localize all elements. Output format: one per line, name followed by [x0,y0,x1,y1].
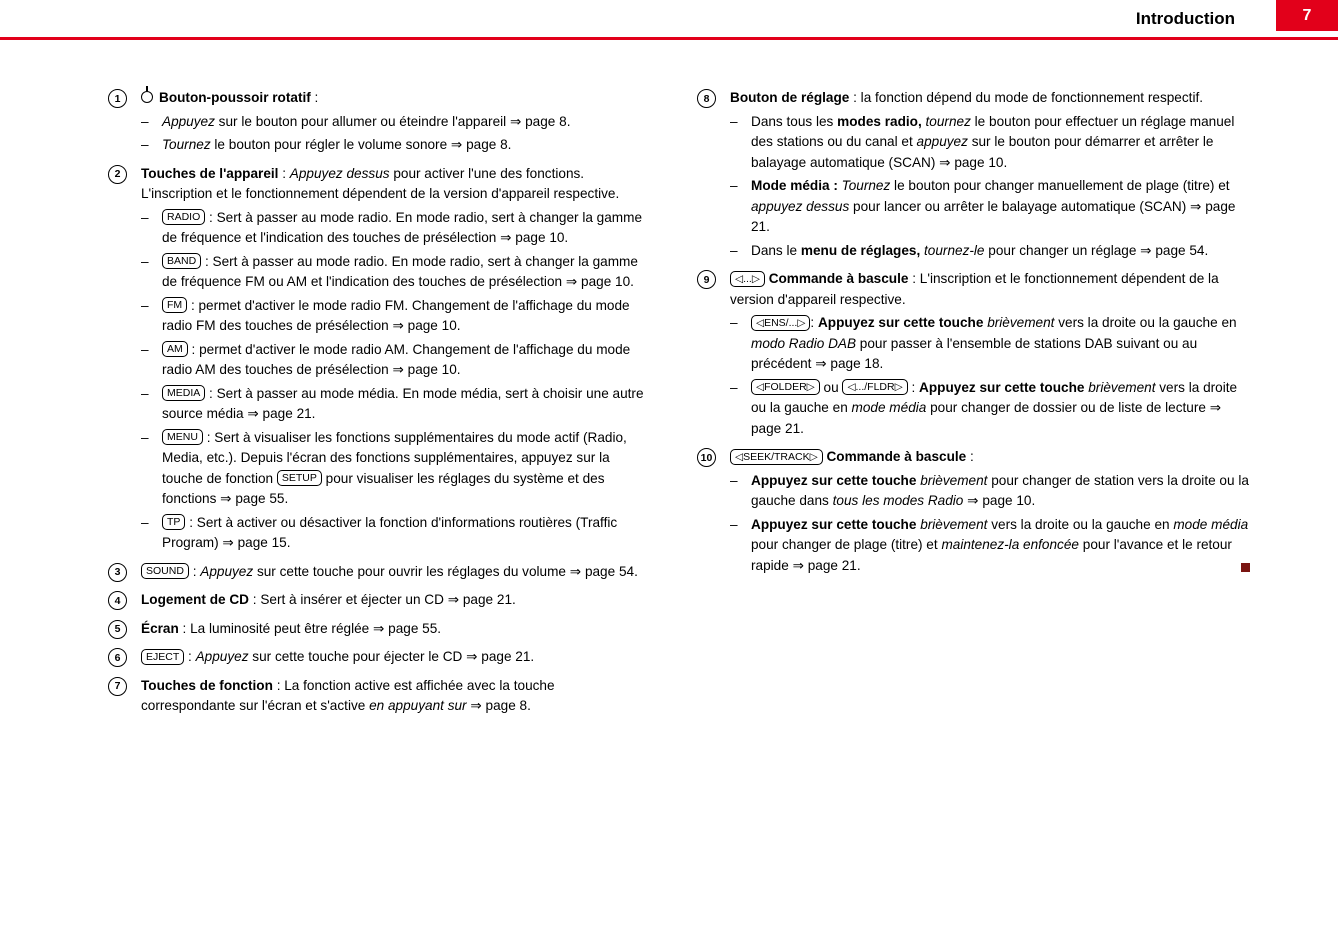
bullet-text [162,252,648,293]
bullet-dash: – [730,113,738,129]
keycap: AM [162,341,188,357]
keycap: FM [162,297,187,313]
text: le bouton pour effectuer un réglage manuel des stations ou du canal et [751,113,1235,149]
bullet-dash: – [730,516,738,532]
bold-text: Logement de CD [141,592,249,607]
keycap: RADIO [162,209,205,225]
item-number-badge: 6 [108,648,127,667]
text: : la fonction dépend du mode de fonctionnement respectif. [849,90,1204,105]
bullet-text [162,296,648,337]
text: pour passer à l'ensemble de stations DAB suivant ou au précédent ⇒ page 18. [751,335,1198,371]
italic-text: maintenez-la enfoncée [941,537,1079,552]
keycap: BAND [162,253,201,269]
bullet-text [162,428,648,510]
bullet-item [141,384,648,425]
bold-text: Appuyez sur cette touche [817,315,984,330]
text: sur cette touche pour éjecter le CD ⇒ page 21. [248,649,535,664]
item-number-badge: 8 [697,89,716,108]
italic-text: appuyez [916,134,968,149]
keycap: SETUP [277,470,322,486]
item-lead [730,88,1250,109]
bullet-dash: – [141,385,149,401]
italic-text: brièvement [920,472,988,488]
text: : Sert à passer au mode radio. En mode radio, sert à changer la gamme de fréquence FM ou AM et l'indication des touches de présélection ⇒ page 10. [162,253,638,289]
bullet-item [730,378,1250,440]
text: : [188,563,201,579]
italic-text: brièvement [987,315,1055,330]
bold-text: Bouton de réglage [730,90,850,105]
text: : [907,379,920,395]
manual-item-9 [697,269,1250,439]
keycap: ◁SEEK/TRACK▷ [730,449,823,465]
italic-text: brièvement [1088,379,1156,395]
bullet-text [162,135,648,156]
manual-item-3 [108,562,648,583]
bullet-item [141,208,648,249]
text: pour changer un réglage ⇒ page 54. [984,242,1209,258]
text: sur cette touche pour ouvrir les réglages du volume ⇒ page 54. [253,563,638,579]
rotary-knob-icon [141,91,153,103]
bullet-item [730,176,1250,238]
italic-text: en appuyant sur [369,698,467,713]
bullet-item [141,340,648,381]
item-lead [141,647,648,668]
bullet-text [751,515,1250,577]
item-body [141,619,648,640]
item-body [730,88,1250,261]
column-1 [108,88,648,725]
item-body [730,447,1250,576]
page-title: Introduction [1135,9,1235,28]
manual-item-2 [108,164,648,554]
text: ou [819,379,843,395]
item-lead [141,562,648,583]
keycap: MEDIA [162,385,205,401]
item-number-badge: 9 [697,270,716,289]
italic-text: tournez [925,113,971,129]
item-number-badge: 5 [108,620,127,639]
bullet-dash: – [730,178,738,193]
bold-text: Appuyez sur cette touche [751,472,917,488]
text: : Sert à passer au mode média. En mode média, sert à choisir une autre source média ⇒ page 21. [162,385,644,421]
keycap: ◁...▷ [730,271,765,287]
italic-text: appuyez dessus [751,198,850,214]
text: : L'inscription et le fonctionnement dépendent de la version d'appareil respective. [730,271,1219,307]
item-lead [141,619,648,640]
text: : [966,449,974,464]
text: pour lancer ou arrêter le balayage automatique (SCAN) ⇒ page 21. [751,198,1236,234]
bullet-text [162,513,648,554]
bullet-item [141,428,648,510]
italic-text: Tournez [162,137,211,152]
manual-item-10 [697,447,1250,576]
bullet-text [751,176,1250,238]
text: ⇒ page 10. [963,493,1036,508]
item-body [141,676,648,717]
italic-text: tous les modes Radio [832,493,964,508]
bullet-text [751,241,1250,262]
keycap: EJECT [141,649,184,665]
bold-text: Appuyez sur cette touche [751,516,917,532]
item-number-badge: 7 [108,677,127,696]
text: vers la droite ou la gauche en [987,516,1174,532]
bullet-text [751,471,1250,512]
item-body [141,590,648,611]
bullet-dash: – [730,242,738,258]
bold-text: Bouton-poussoir rotatif [159,90,311,105]
bold-text: Commande à bascule [768,271,909,286]
keycap: MENU [162,429,203,445]
bullet-dash: – [730,379,738,395]
bullet-item [141,296,648,337]
bold-text: Mode média : [751,178,838,193]
column-2 [697,88,1250,725]
bullet-dash: – [141,514,149,530]
text: : permet d'activer le mode radio AM. Changement de l'affichage du mode radio AM des touches de présélection ⇒ page 10. [162,341,631,377]
item-lead [730,447,1250,468]
bold-text: Écran [141,620,179,636]
section-end-marker [1241,563,1250,572]
bullet-text [162,112,648,133]
item-lead [141,88,648,109]
bullet-dash: – [141,113,149,129]
item-number-badge: 1 [108,89,127,108]
bullet-dash: – [141,429,149,445]
item-number-badge: 4 [108,591,127,610]
item-number-badge: 10 [697,448,716,467]
text: pour l'avance et le retour rapide ⇒ page 21. [751,537,1232,573]
bold-text: Commande à bascule [826,449,967,464]
text: : La fonction active est affichée avec la touche correspondante sur l'écran et s'active [141,677,555,713]
text: Dans le [751,242,801,258]
bullet-item [730,241,1250,262]
keycap: ◁ENS/...▷ [751,315,810,331]
text: pour activer l'une des fonctions. L'inscription et le fonctionnement dépendent de la version d'appareil respective. [141,165,620,201]
bold-text: Appuyez sur cette touche [919,379,1085,395]
bullet-dash: – [141,137,149,152]
text: le bouton pour changer manuellement de plage (titre) et [890,178,1230,193]
bullet-dash: – [730,472,738,488]
text: vers la droite ou la gauche en [751,379,1238,415]
page-content [108,88,1250,725]
text: pour changer de plage (titre) et [751,537,942,552]
text: : Sert à visualiser les fonctions supplémentaires du mode actif (Radio, Media, etc.). Depuis l'écran des fonctions supplémentaires, appuyez sur la touche de fonction [162,429,627,486]
bold-text: modes radio, [837,113,922,129]
italic-text: Appuyez [200,563,254,579]
bullet-text [751,313,1250,375]
manual-item-1 [108,88,648,156]
bold-text: menu de réglages, [800,242,921,258]
keycap: ◁FOLDER▷ [751,379,820,395]
text: : La luminosité peut être réglée ⇒ page 55. [178,620,442,636]
item-lead [141,164,648,205]
manual-item-4 [108,590,648,611]
bullet-dash: – [141,341,149,357]
italic-text: tournez-le [924,242,985,258]
manual-item-8 [697,88,1250,261]
italic-text: mode média [851,400,927,415]
italic-text: Tournez [841,178,891,193]
page-number-box [1276,0,1338,31]
bullet-text [162,384,648,425]
text: vers la droite ou la gauche en [1054,315,1237,330]
item-number-badge: 3 [108,563,127,582]
italic-text: brièvement [920,516,988,532]
manual-item-7 [108,676,648,717]
keycap: SOUND [141,563,189,579]
text: le bouton pour régler le volume sonore ⇒ page 8. [210,137,512,152]
item-lead [141,676,648,717]
bullet-item [141,252,648,293]
item-number-badge: 2 [108,165,127,184]
italic-text: Appuyez dessus [289,165,390,181]
item-body [141,88,648,156]
item-body [730,269,1250,439]
bullet-item [730,471,1250,512]
text: pour changer de dossier ou de liste de lecture ⇒ page 21. [751,400,1222,436]
keycap: TP [162,514,185,530]
bullet-text [162,208,648,249]
bullet-dash: – [141,297,149,313]
bullet-dash: – [141,253,149,269]
bullet-item [730,112,1250,174]
item-body [141,647,648,668]
bullet-item [141,112,648,133]
bullet-text [751,378,1250,440]
text: pour changer de station vers la droite ou la gauche dans [751,472,1249,508]
item-body [141,164,648,554]
text: pour visualiser les réglages du système et des fonctions ⇒ page 55. [162,470,605,506]
italic-text: Appuyez [195,649,249,664]
bullet-item [141,513,648,554]
text: sur le bouton pour allumer ou éteindre l'appareil ⇒ page 8. [214,113,571,129]
italic-text: mode média [1173,516,1249,532]
keycap: ◁.../FLDR▷ [842,379,907,395]
page-number: 7 [1302,6,1312,24]
bullet-item [730,313,1250,375]
manual-item-6 [108,647,648,668]
item-lead [141,590,648,611]
text: Dans tous les [751,113,838,129]
italic-text: Appuyez [162,113,215,129]
item-lead [730,269,1250,310]
text: ⇒ page 8. [466,698,531,713]
bullet-text [162,340,648,381]
italic-text: modo Radio DAB [751,335,857,351]
bold-text: Touches de l'appareil [141,165,279,181]
text: : [810,315,818,330]
text: : Sert à insérer et éjecter un CD ⇒ page 21. [249,592,516,607]
text: sur le bouton pour démarrer et arrêter le balayage automatique (SCAN) ⇒ page 10. [751,134,1214,170]
bold-text: Touches de fonction [141,677,273,693]
bullet-item [141,135,648,156]
text: : permet d'activer le mode radio FM. Changement de l'affichage du mode radio FM des touches de présélection ⇒ page 10. [162,297,630,333]
bullet-text [751,112,1250,174]
text: : Sert à activer ou désactiver la fonction d'informations routières (Traffic Program) ⇒ page 15. [162,514,618,550]
text: : [278,165,290,181]
text: : Sert à passer au mode radio. En mode radio, sert à changer la gamme de fréquence et l'indication des touches de présélection ⇒ page 10. [162,209,643,245]
text: : [310,90,319,105]
bullet-dash: – [730,315,738,330]
text: : [184,649,196,664]
bullet-item [730,515,1250,577]
item-body [141,562,648,583]
manual-item-5 [108,619,648,640]
bullet-dash: – [141,209,149,225]
header-rule [0,37,1338,40]
